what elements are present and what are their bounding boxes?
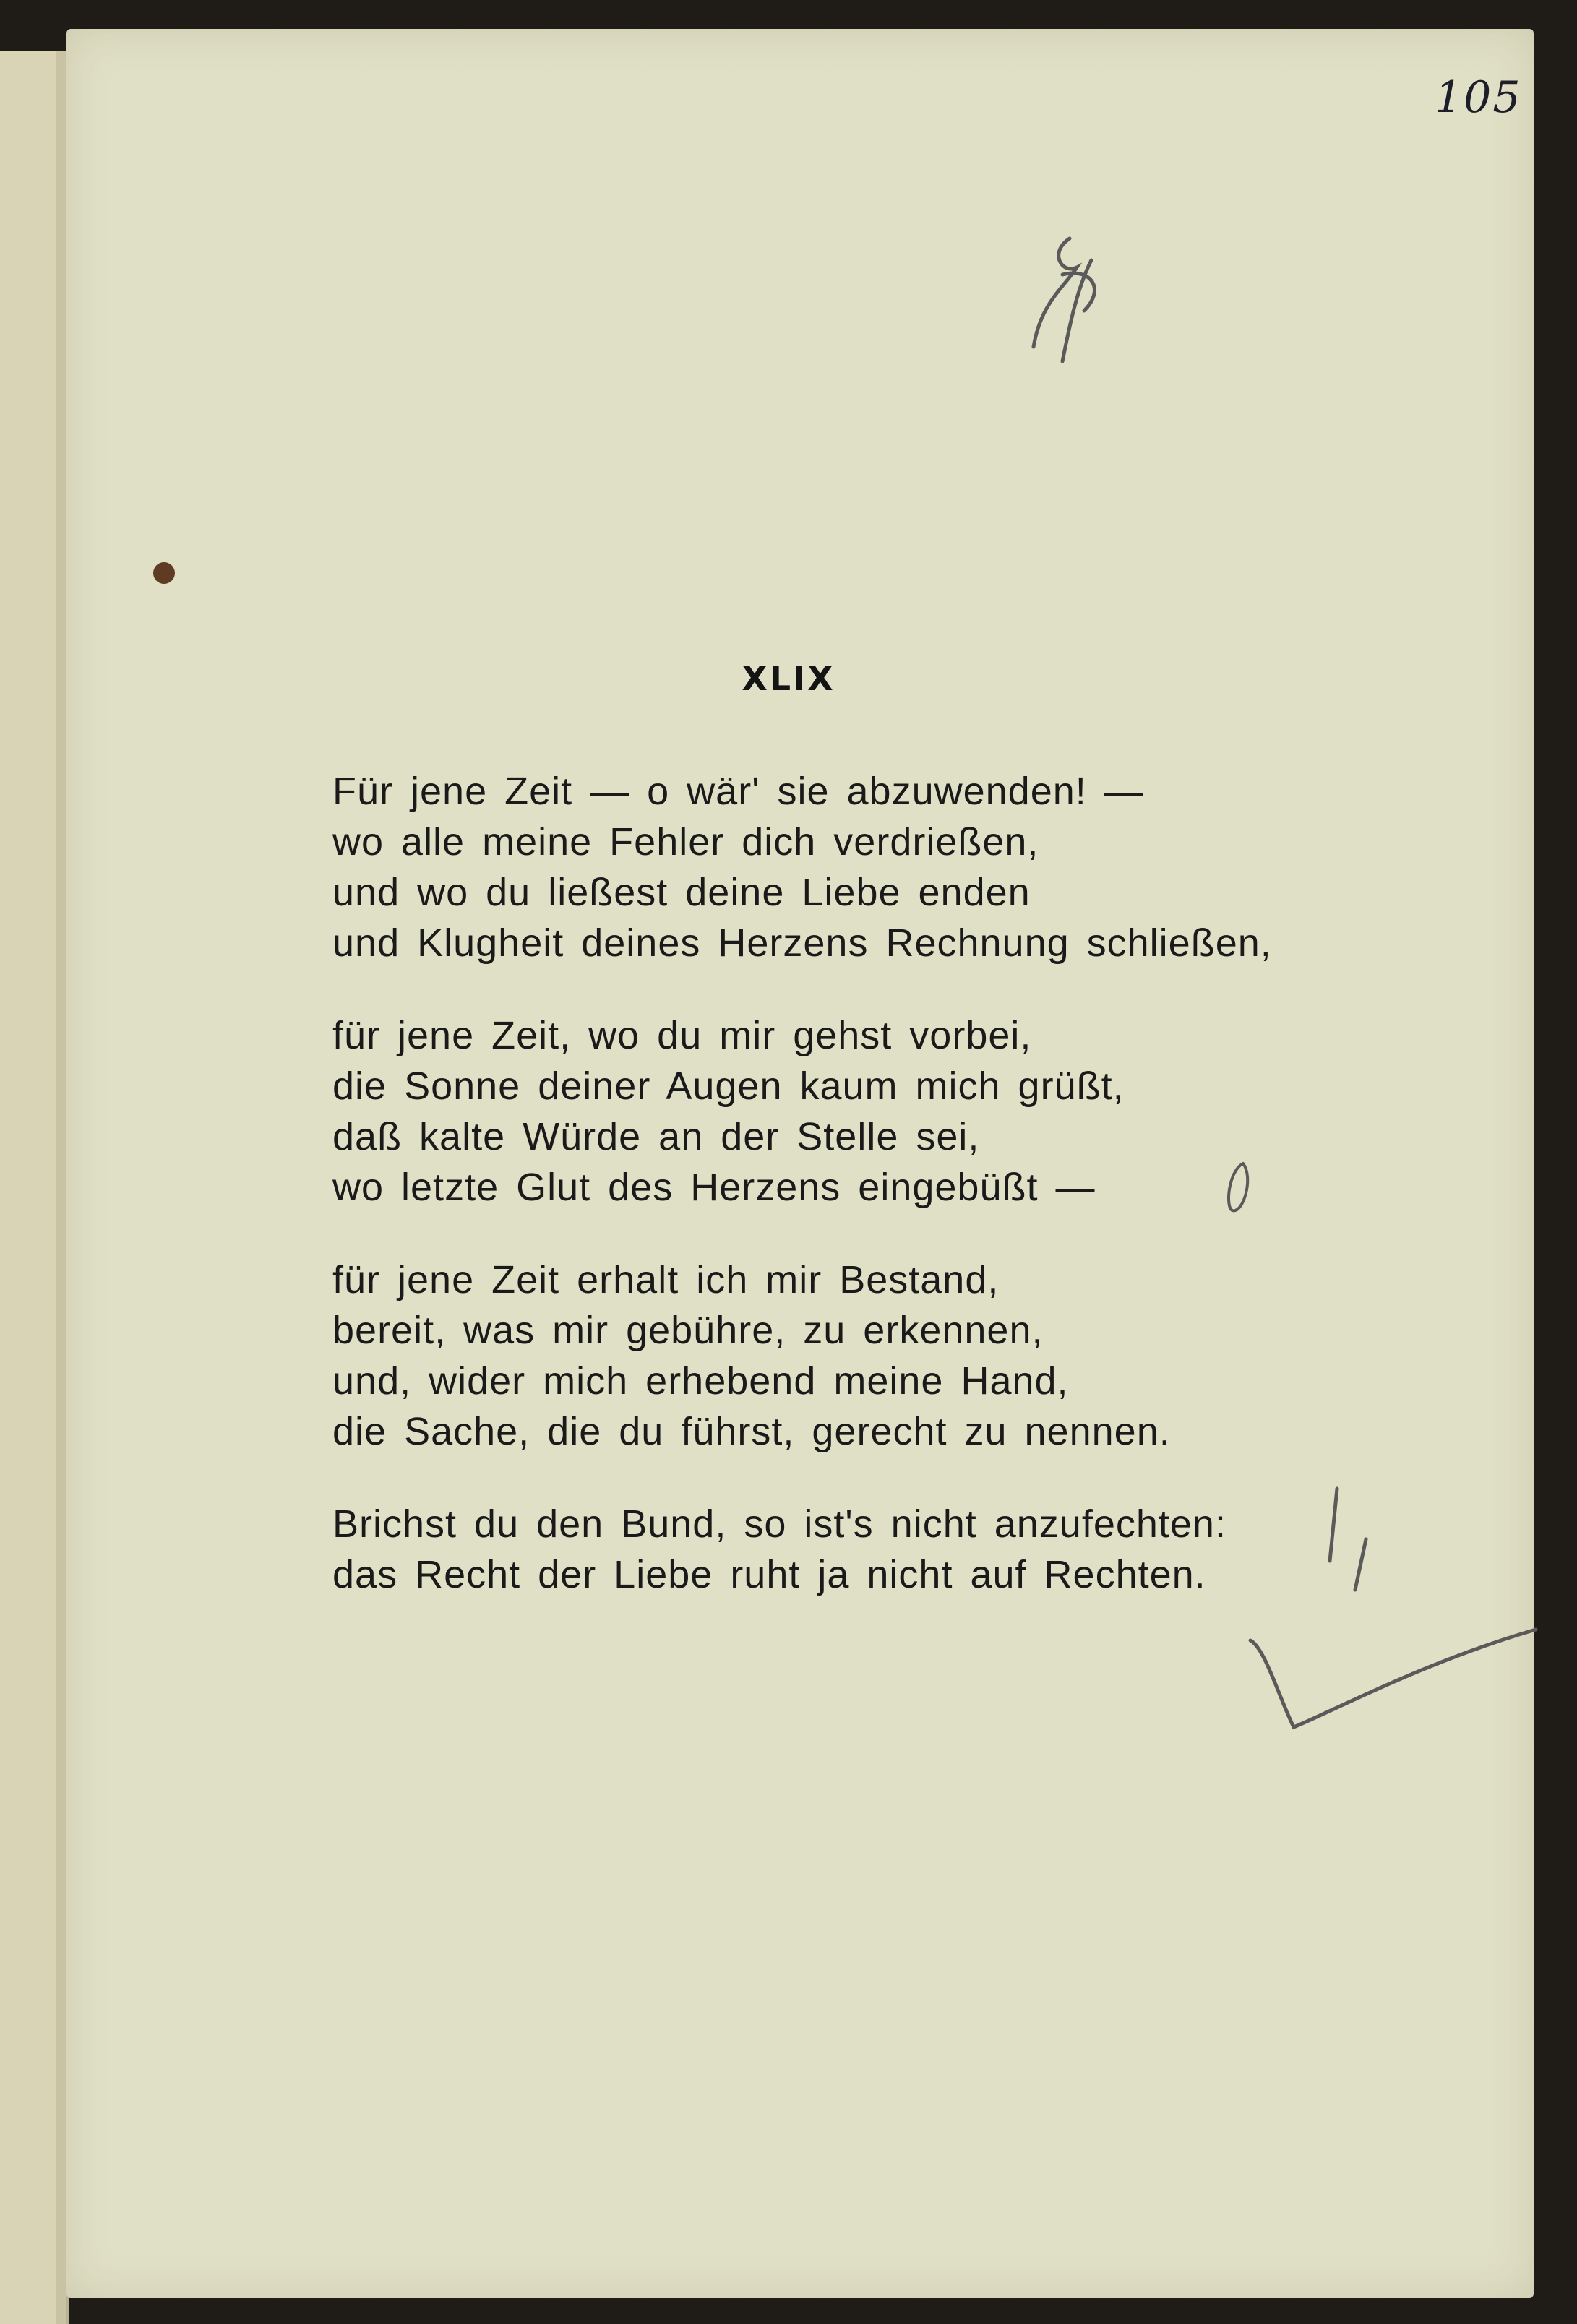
poem-line: Brichst du den Bund, so ist's nicht anzufechten: <box>332 1502 1226 1546</box>
stanza-1 <box>332 766 1373 968</box>
poem-line: und wo du ließest deine Liebe enden <box>332 871 1031 914</box>
stanza-2 <box>332 1010 1373 1213</box>
stanza-3 <box>332 1254 1373 1457</box>
poem-line: wo letzte Glut des Herzens eingebüßt — <box>332 1166 1096 1209</box>
ink-stain <box>153 562 175 584</box>
poem-line: für jene Zeit erhalt ich mir Bestand, <box>332 1258 1000 1301</box>
poem-line: bereit, was mir gebühre, zu erkennen, <box>332 1309 1044 1352</box>
right-binding-edge <box>1534 29 1577 2298</box>
poem-line: und Klugheit deines Herzens Rechnung schließen, <box>332 921 1272 965</box>
poem-line: daß kalte Würde an der Stelle sei, <box>332 1115 980 1158</box>
poem-line: für jene Zeit, wo du mir gehst vorbei, <box>332 1014 1032 1057</box>
poem-title: XLIX <box>742 659 835 698</box>
poem-line: die Sonne deiner Augen kaum mich grüßt, <box>332 1064 1125 1108</box>
stanza-4 <box>332 1499 1373 1600</box>
poem-line: und, wider mich erhebend meine Hand, <box>332 1359 1069 1403</box>
pencil-mark-top <box>1019 224 1127 369</box>
poem-line: die Sache, die du führst, gerecht zu nennen. <box>332 1410 1171 1453</box>
poem-line: das Recht der Liebe ruht ja nicht auf Rechten. <box>332 1553 1206 1596</box>
page-number: 105 <box>1435 72 1522 123</box>
left-page-edge <box>56 51 66 2324</box>
poem-line: wo alle meine Fehler dich verdrießen, <box>332 820 1039 864</box>
poem-body <box>332 766 1373 1642</box>
poem-line: Für jene Zeit — o wär' sie abzuwenden! — <box>332 770 1144 813</box>
